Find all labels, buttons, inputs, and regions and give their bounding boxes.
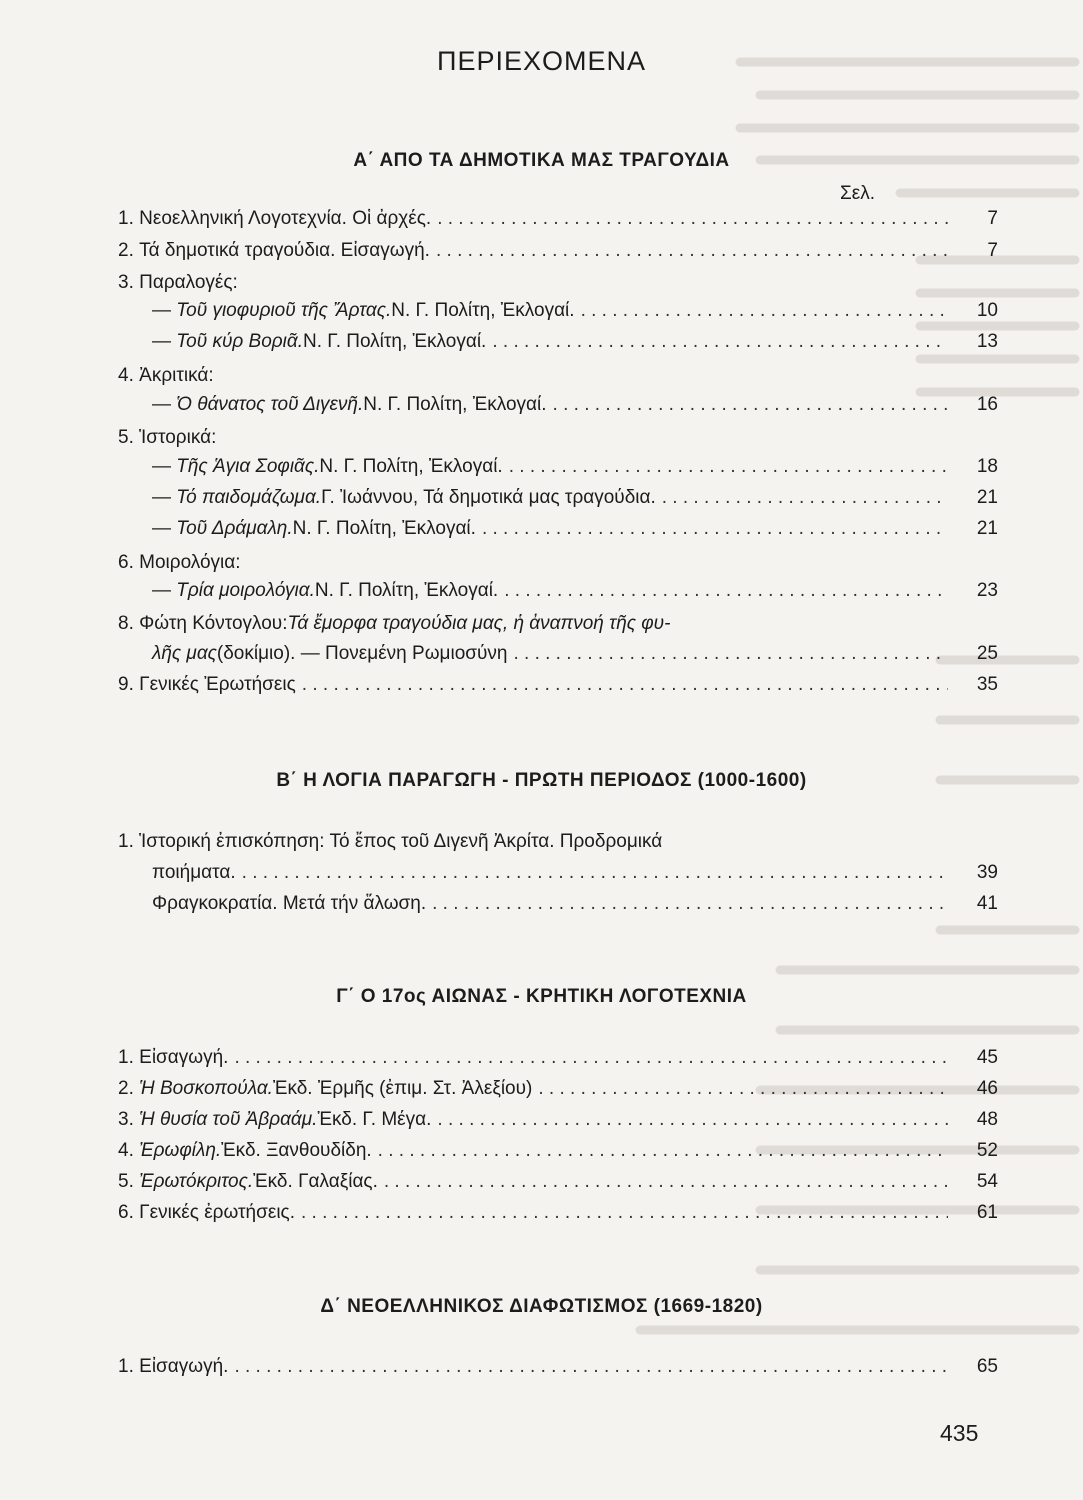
dash: — [152, 331, 171, 352]
toc-subentry [152, 300, 998, 328]
dot-leader [538, 1078, 948, 1100]
toc-entry [118, 240, 998, 268]
section-heading-d: Δ΄ ΝΕΟΕΛΛΗΝΙΚΟΣ ΔΙΑΦΩΤΙΣΜΟΣ (1669-1820) [320, 1296, 763, 1317]
entry-text: Παραλογές: [139, 272, 238, 293]
toc-entry [118, 831, 998, 859]
dot-leader [242, 862, 948, 884]
entry-title: Τοῦ γιοφυριοῦ τῆς Ἄρτας. [176, 300, 392, 321]
entry-source: Ν. Γ. Πολίτη, Ἐκλογαί. [363, 394, 547, 415]
toc-subentry [152, 456, 998, 484]
toc-entry [118, 208, 998, 236]
entry-title: Ἐρωτόκριτος. [139, 1171, 254, 1192]
toc-entry-continuation [152, 862, 998, 890]
section-heading-a: Α΄ ΑΠΟ ΤΑ ΔΗΜΟΤΙΚΑ ΜΑΣ ΤΡΑΓΟΥΔΙΑ [353, 150, 730, 171]
toc-entry [118, 1171, 998, 1199]
entry-number: 3. [118, 1109, 134, 1130]
entry-title: Ἐρωφίλη. [139, 1140, 222, 1161]
entry-page: 16 [976, 394, 998, 415]
entry-text: Μοιρολόγια: [139, 552, 241, 573]
toc-subentry [152, 487, 998, 515]
entry-source: Ἐκδ. Ἐρμῆς (ἐπιμ. Στ. Ἀλεξίου) [272, 1078, 533, 1099]
entry-source: Ἐκδ. Ξανθουδίδη. [221, 1140, 372, 1161]
dot-leader [513, 643, 948, 665]
page-title: ΠΕΡΙΕΧΟΜΕΝΑ [436, 46, 647, 76]
entry-page: 7 [987, 208, 998, 229]
entry-text: Ἀκριτικά: [139, 365, 214, 386]
entry-number: 9. [118, 674, 134, 695]
entry-number: 4. [118, 1140, 134, 1161]
dot-leader [437, 208, 948, 230]
entry-page: 18 [976, 456, 998, 477]
entry-page: 45 [976, 1047, 998, 1068]
entry-source: Ν. Γ. Πολίτη, Ἐκλογαί. [303, 331, 487, 352]
toc-entry [118, 272, 998, 300]
dot-leader [553, 394, 948, 416]
dash: — [152, 300, 171, 321]
dot-leader [234, 1047, 948, 1069]
dot-leader [437, 1109, 948, 1131]
entry-page: 21 [976, 487, 998, 508]
entry-number: 2. [118, 240, 134, 261]
toc-entry-continuation [152, 643, 998, 671]
toc-subentry [152, 580, 998, 608]
entry-page: 21 [976, 518, 998, 539]
toc-entry [118, 674, 998, 702]
entry-title: Τῆς Ἁγια Σοφιᾶς. [176, 456, 320, 477]
entry-title: Ἡ Βοσκοπούλα. [139, 1078, 273, 1099]
dash: — [152, 487, 171, 508]
entry-text: Φραγκοκρατία. Μετά τήν ἅλωση. [152, 893, 427, 914]
entry-number: 6. [118, 1202, 134, 1223]
entry-source: Γ. Ἰωάννου, Τά δημοτικά μας τραγούδια. [321, 487, 656, 508]
entry-number: 5. [118, 1171, 134, 1192]
page-column-label: Σελ. [840, 183, 875, 204]
dash: — [152, 580, 171, 601]
dot-leader [581, 300, 948, 322]
toc-subentry [152, 518, 998, 546]
entry-source: Ν. Γ. Πολίτη, Ἐκλογαί. [292, 518, 476, 539]
entry-source: Ν. Γ. Πολίτη, Ἐκλογαί. [391, 300, 575, 321]
entry-number: 2. [118, 1078, 134, 1099]
toc-entry [118, 613, 998, 641]
entry-page: 10 [976, 300, 998, 321]
toc-entry [118, 427, 998, 455]
entry-page: 41 [976, 893, 998, 914]
entry-page: 46 [976, 1078, 998, 1099]
entry-title: λῆς μας [152, 643, 217, 664]
toc-entry [118, 552, 998, 580]
dot-leader [384, 1171, 948, 1193]
entry-title: Τά ἔμορφα τραγούδια μας, ἡ ἀναπνοή τῆς φυ- [287, 613, 671, 634]
dash: — [152, 518, 171, 539]
entry-page: 25 [976, 643, 998, 664]
toc-entry [118, 1356, 998, 1384]
entry-title: Τοῦ κύρ Βοριᾶ. [176, 331, 304, 352]
entry-number: 1. [118, 208, 134, 229]
entry-page: 23 [976, 580, 998, 601]
entry-number: 6. [118, 552, 134, 573]
section-heading-c: Γ΄ Ο 17ος ΑΙΩΝΑΣ - ΚΡΗΤΙΚΗ ΛΟΓΟΤΕΧΝΙΑ [336, 986, 747, 1007]
entry-text: Ἱστορικά: [139, 427, 217, 448]
entry-title: Ὁ θάνατος τοῦ Διγενῆ. [176, 394, 364, 415]
entry-number: 8. [118, 613, 134, 634]
toc-entry [118, 1140, 998, 1168]
dot-leader [662, 487, 948, 509]
dot-leader [234, 1356, 948, 1378]
dot-leader [504, 580, 948, 602]
entry-title: Τό παιδομάζωμα. [176, 487, 322, 508]
entry-text: Γενικές Ἐρωτήσεις [139, 674, 296, 695]
entry-page: 35 [976, 674, 998, 695]
entry-number: 5. [118, 427, 134, 448]
entry-number: 4. [118, 365, 134, 386]
toc-entry [118, 365, 998, 393]
entry-source: Ν. Γ. Πολίτη, Ἐκλογαί. [314, 580, 499, 601]
toc-entry [118, 1109, 998, 1137]
entry-text: Εἰσαγωγή. [139, 1047, 229, 1068]
entry-page: 39 [976, 862, 998, 883]
entry-source: Ἐκδ. Γ. Μέγα. [317, 1109, 432, 1130]
dot-leader [432, 893, 948, 915]
entry-title: Τρία μοιρολόγια. [176, 580, 315, 601]
entry-author: Φώτη Κόντογλου: [139, 613, 288, 634]
entry-page: 65 [976, 1356, 998, 1377]
entry-page: 13 [976, 331, 998, 352]
entry-page: 7 [987, 240, 998, 261]
toc-subentry [152, 331, 998, 359]
entry-text: Νεοελληνική Λογοτεχνία. Οἱ ἀρχές. [139, 208, 432, 229]
entry-text: Γενικές ἐρωτήσεις. [139, 1202, 295, 1223]
entry-number: 1. [118, 831, 134, 852]
entry-page: 48 [976, 1109, 998, 1130]
toc-subentry [152, 394, 998, 422]
entry-text: Ἱστορική ἐπισκόπηση: Τό ἔπος τοῦ Διγενῆ Ἀκρίτα. Προδρομικά [139, 831, 663, 852]
dash: — [152, 456, 171, 477]
toc-entry [118, 1078, 998, 1106]
entry-text: Τά δημοτικά τραγούδια. Εἰσαγωγή. [139, 240, 430, 261]
page-number: 435 [940, 1420, 979, 1446]
entry-number: 1. [118, 1047, 134, 1068]
entry-source: Ἐκδ. Γαλαξίας. [253, 1171, 378, 1192]
dot-leader [492, 331, 948, 353]
entry-source: Ν. Γ. Πολίτη, Ἐκλογαί. [319, 456, 503, 477]
dot-leader [436, 240, 948, 262]
entry-page: 61 [976, 1202, 998, 1223]
dot-leader [301, 1202, 948, 1224]
entry-title: Ἡ θυσία τοῦ Ἀβραάμ. [139, 1109, 318, 1130]
dot-leader [482, 518, 948, 540]
toc-entry [118, 1047, 998, 1075]
dash: — [152, 394, 171, 415]
entry-number: 1. [118, 1356, 134, 1377]
dot-leader [378, 1140, 948, 1162]
entry-text: ποιήματα. [152, 862, 236, 883]
entry-page: 52 [976, 1140, 998, 1161]
entry-source: (δοκίμιο). — Πονεμένη Ρωμιοσύνη [216, 643, 508, 664]
toc-entry [118, 1202, 998, 1230]
entry-title: Τοῦ Δράμαλη. [176, 518, 293, 539]
dot-leader [302, 674, 948, 696]
entry-page: 54 [976, 1171, 998, 1192]
entry-text: Εἰσαγωγή. [139, 1356, 229, 1377]
entry-number: 3. [118, 272, 134, 293]
toc-entry-continuation [152, 893, 998, 921]
section-heading-b: Β΄ Η ΛΟΓΙΑ ΠΑΡΑΓΩΓΗ - ΠΡΩΤΗ ΠΕΡΙΟΔΟΣ (1000-1600) [276, 770, 807, 791]
dot-leader [509, 456, 948, 478]
